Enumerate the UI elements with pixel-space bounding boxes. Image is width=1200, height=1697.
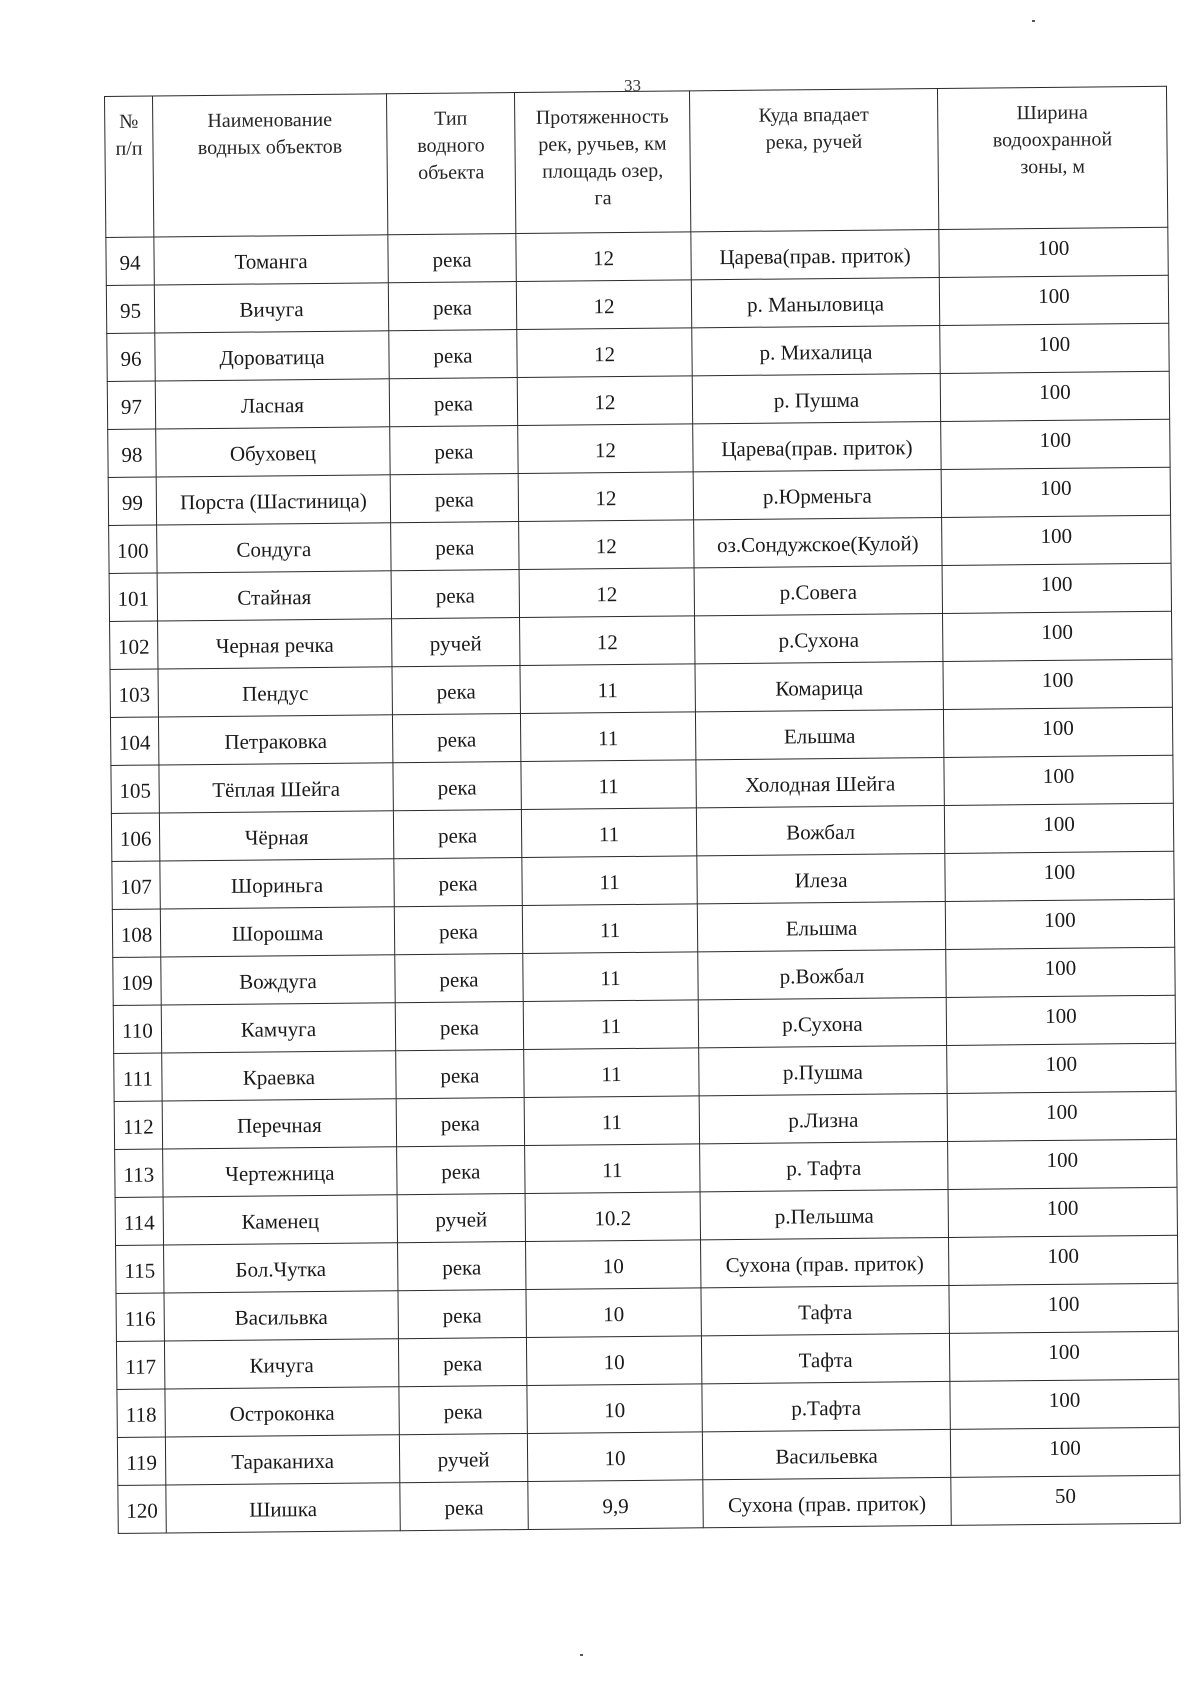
water-body-length: 11 (525, 1144, 700, 1194)
water-body-type: река (397, 1146, 525, 1195)
water-body-name: Томанга (154, 235, 388, 285)
header-length: Протяженность рек, ручьев, км площадь озер, га (514, 91, 690, 234)
water-protection-zone-width: 100 (939, 275, 1168, 325)
water-protection-zone-width: 100 (944, 803, 1173, 853)
water-body-length: 10 (526, 1336, 701, 1386)
water-body-mouth: р.Пельшма (700, 1189, 948, 1239)
water-protection-zone-width: 100 (943, 611, 1172, 661)
row-number: 118 (117, 1389, 165, 1437)
water-body-mouth: Царева(прав. приток) (693, 421, 941, 471)
water-protection-zone-width: 100 (949, 1331, 1178, 1381)
water-bodies-table (104, 86, 1181, 1534)
water-body-name: Сондуга (157, 523, 391, 573)
water-body-name: Обуховец (156, 427, 390, 477)
water-body-length: 12 (518, 424, 693, 474)
row-number: 95 (106, 285, 154, 333)
scan-speck (580, 1654, 583, 1656)
header-name: Наименование водных объектов (153, 94, 388, 237)
table-row (118, 1475, 1180, 1533)
water-protection-zone-width: 100 (948, 1139, 1177, 1189)
row-number: 117 (116, 1341, 164, 1389)
water-body-length: 12 (518, 472, 693, 522)
water-body-name: Пендус (158, 667, 392, 717)
water-body-length: 10 (526, 1288, 701, 1338)
water-protection-zone-width: 100 (949, 1283, 1178, 1333)
water-body-mouth: р.Вожбал (698, 949, 946, 999)
water-body-type: ручей (397, 1194, 525, 1243)
water-protection-zone-width: 100 (942, 515, 1171, 565)
water-body-name: Чертежница (163, 1147, 397, 1197)
water-body-name: Каменец (163, 1195, 397, 1245)
water-body-type: река (391, 522, 519, 571)
water-body-mouth: Васильевка (702, 1429, 950, 1479)
row-number: 105 (111, 765, 159, 813)
header-type: Тип водного объекта (386, 93, 515, 235)
row-number: 96 (107, 333, 155, 381)
water-body-mouth: р.Лизна (699, 1093, 947, 1143)
water-body-mouth: Комарица (695, 661, 943, 711)
row-number: 109 (113, 957, 161, 1005)
water-body-mouth: р.Тафта (702, 1381, 950, 1431)
water-body-mouth: р.Пушма (699, 1045, 947, 1095)
row-number: 110 (113, 1005, 161, 1053)
row-number: 103 (110, 669, 158, 717)
water-body-type: река (395, 954, 523, 1003)
water-body-mouth: р.Сухона (698, 997, 946, 1047)
water-body-type: река (395, 1002, 523, 1051)
water-protection-zone-width: 100 (939, 227, 1168, 277)
row-number: 120 (118, 1485, 166, 1533)
water-protection-zone-width: 100 (950, 1427, 1179, 1477)
water-body-mouth: р. Тафта (700, 1141, 948, 1191)
row-number: 115 (116, 1245, 164, 1293)
row-number: 114 (115, 1197, 163, 1245)
water-protection-zone-width: 100 (943, 707, 1172, 757)
water-body-mouth: Вожбал (696, 805, 944, 855)
water-body-name: Васильвка (164, 1291, 398, 1341)
water-body-length: 12 (516, 280, 691, 330)
water-protection-zone-width: 100 (944, 755, 1173, 805)
scan-speck (1032, 20, 1035, 22)
water-body-type: река (388, 282, 516, 331)
water-body-name: Порста (Шастиница) (156, 475, 390, 525)
water-body-type: река (398, 1290, 526, 1339)
water-body-type: река (393, 810, 521, 859)
water-body-type: ручей (399, 1433, 527, 1482)
water-body-length: 11 (521, 760, 696, 810)
water-body-mouth: р.Сухона (695, 613, 943, 663)
water-body-name: Чёрная (159, 811, 393, 861)
water-protection-zone-width: 100 (941, 467, 1170, 517)
water-body-length: 10 (527, 1432, 702, 1482)
water-protection-zone-width: 100 (943, 659, 1172, 709)
water-protection-zone-width: 100 (945, 899, 1174, 949)
water-protection-zone-width: 100 (948, 1187, 1177, 1237)
row-number: 94 (106, 237, 154, 285)
water-body-mouth: Царева(прав. приток) (691, 229, 939, 279)
row-number: 111 (114, 1053, 162, 1101)
water-body-mouth: Ельшма (697, 901, 945, 951)
water-body-length: 11 (524, 1048, 699, 1098)
water-body-mouth: Тафта (701, 1333, 949, 1383)
water-body-mouth: р. Михалица (692, 325, 940, 375)
document-sheet (104, 86, 1181, 1534)
water-body-length: 12 (517, 376, 692, 426)
water-protection-zone-width: 100 (947, 1043, 1176, 1093)
water-body-length: 10.2 (525, 1192, 700, 1242)
water-protection-zone-width: 100 (940, 323, 1169, 373)
water-body-name: Дороватица (155, 331, 389, 381)
water-body-name: Шорошма (160, 907, 394, 957)
row-number: 98 (108, 429, 156, 477)
water-body-type: река (398, 1242, 526, 1291)
water-body-type: река (394, 858, 522, 907)
water-body-length: 12 (519, 568, 694, 618)
water-body-mouth: Ельшма (695, 709, 943, 759)
water-body-type: река (390, 474, 518, 523)
water-body-type: река (388, 234, 516, 283)
header-mouth: Куда впадает река, ручей (689, 88, 938, 231)
water-body-type: река (393, 762, 521, 811)
water-body-length: 11 (522, 856, 697, 906)
water-body-name: Шишка (166, 1483, 400, 1533)
row-number: 106 (111, 813, 159, 861)
water-body-mouth: Сухона (прав. приток) (701, 1237, 949, 1287)
water-body-type: река (400, 1481, 528, 1530)
row-number: 112 (114, 1101, 162, 1149)
water-body-length: 10 (527, 1384, 702, 1434)
water-body-type: река (390, 426, 518, 475)
water-body-name: Бол.Чутка (164, 1243, 398, 1293)
water-body-length: 11 (523, 1000, 698, 1050)
water-body-length: 11 (520, 712, 695, 762)
water-body-name: Камчуга (161, 1003, 395, 1053)
water-body-type: река (396, 1098, 524, 1147)
water-body-mouth: Холодная Шейга (696, 757, 944, 807)
table-body (106, 227, 1180, 1533)
row-number: 104 (110, 717, 158, 765)
water-protection-zone-width: 100 (948, 1235, 1177, 1285)
row-number: 99 (108, 477, 156, 525)
row-number: 101 (109, 573, 157, 621)
water-body-name: Петраковка (158, 715, 392, 765)
water-body-length: 11 (521, 808, 696, 858)
water-body-length: 12 (517, 328, 692, 378)
water-body-name: Ласная (155, 379, 389, 429)
water-body-name: Вождуга (161, 955, 395, 1005)
water-protection-zone-width: 100 (950, 1379, 1179, 1429)
water-body-length: 11 (520, 664, 695, 714)
water-body-length: 11 (522, 904, 697, 954)
water-body-length: 11 (524, 1096, 699, 1146)
water-body-name: Перечная (162, 1099, 396, 1149)
water-body-type: река (398, 1338, 526, 1387)
row-number: 102 (110, 621, 158, 669)
water-body-name: Тёплая Шейга (159, 763, 393, 813)
water-body-length: 11 (523, 952, 698, 1002)
water-body-mouth: р.Совега (694, 565, 942, 615)
water-protection-zone-width: 100 (946, 947, 1175, 997)
header-zone-width: Ширина водоохранной зоны, м (937, 86, 1167, 229)
water-body-length: 10 (526, 1240, 701, 1290)
table-header (105, 86, 1168, 237)
water-protection-zone-width: 100 (946, 995, 1175, 1045)
water-protection-zone-width: 100 (945, 851, 1174, 901)
water-body-type: река (392, 666, 520, 715)
water-body-name: Стайная (157, 571, 391, 621)
water-protection-zone-width: 50 (951, 1475, 1180, 1525)
water-body-type: ручей (392, 618, 520, 667)
header-number: № п/п (105, 96, 154, 237)
water-body-type: река (392, 714, 520, 763)
water-body-length: 12 (519, 520, 694, 570)
water-body-type: река (394, 906, 522, 955)
water-body-mouth: Тафта (701, 1285, 949, 1335)
row-number: 107 (112, 861, 160, 909)
row-number: 116 (116, 1293, 164, 1341)
water-protection-zone-width: 100 (941, 419, 1170, 469)
row-number: 100 (109, 525, 157, 573)
row-number: 108 (112, 909, 160, 957)
water-body-name: Вичуга (154, 283, 388, 333)
water-body-length: 12 (520, 616, 695, 666)
water-protection-zone-width: 100 (942, 563, 1171, 613)
water-body-length: 9,9 (528, 1480, 703, 1530)
water-body-type: река (391, 570, 519, 619)
row-number: 113 (115, 1149, 163, 1197)
water-body-mouth: оз.Сондужское(Кулой) (694, 517, 942, 567)
water-protection-zone-width: 100 (940, 371, 1169, 421)
water-body-name: Краевка (162, 1051, 396, 1101)
water-body-name: Остроконка (165, 1387, 399, 1437)
water-protection-zone-width: 100 (947, 1091, 1176, 1141)
water-body-name: Черная речка (158, 619, 392, 669)
water-body-name: Шориньга (160, 859, 394, 909)
water-body-length: 12 (516, 232, 691, 282)
header-row (105, 86, 1168, 237)
water-body-name: Кичуга (164, 1339, 398, 1389)
water-body-type: река (396, 1050, 524, 1099)
water-body-type: река (389, 330, 517, 379)
row-number: 119 (117, 1437, 165, 1485)
water-body-type: река (389, 378, 517, 427)
water-body-mouth: р.Юрменьга (693, 469, 941, 519)
water-body-type: река (399, 1386, 527, 1435)
water-body-mouth: Сухона (прав. приток) (703, 1477, 951, 1527)
water-body-name: Тараканиха (165, 1435, 399, 1485)
water-body-mouth: р. Маныловица (691, 277, 939, 327)
water-body-mouth: р. Пушма (692, 373, 940, 423)
row-number: 97 (107, 381, 155, 429)
page-number: 33 (624, 76, 641, 95)
water-body-mouth: Илеза (697, 853, 945, 903)
